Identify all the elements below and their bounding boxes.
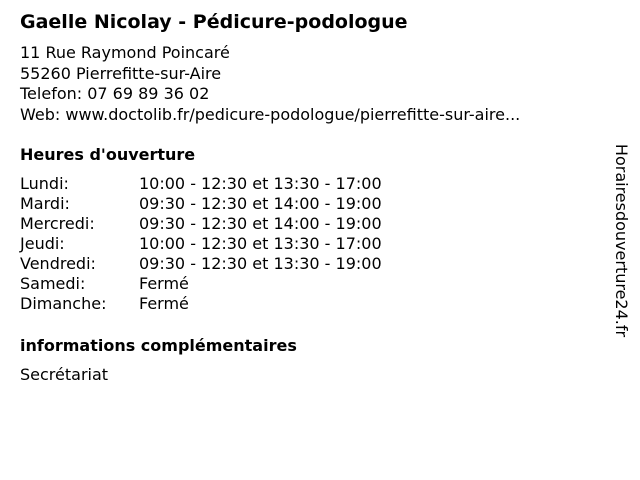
day-hours: 09:30 - 12:30 et 14:00 - 19:00 — [139, 194, 382, 213]
day-hours: 10:00 - 12:30 et 13:30 - 17:00 — [139, 174, 382, 193]
hours-row-vendredi — [20, 254, 600, 274]
day-hours: Fermé — [139, 294, 189, 313]
day-label: Jeudi: — [20, 234, 65, 253]
hours-row-mercredi — [20, 214, 600, 234]
day-hours: 09:30 - 12:30 et 13:30 - 19:00 — [139, 254, 382, 273]
hours-row-samedi — [20, 274, 600, 294]
additional-info-heading: informations complémentaires — [20, 336, 297, 355]
day-hours: 09:30 - 12:30 et 14:00 - 19:00 — [139, 214, 382, 233]
day-label: Vendredi: — [20, 254, 96, 273]
phone-number[interactable]: Telefon: 07 69 89 36 02 — [20, 84, 210, 103]
opening-hours-heading: Heures d'ouverture — [20, 145, 196, 164]
website-link[interactable]: Web: www.doctolib.fr/pedicure-podologue/pierrefitte-sur-aire... — [20, 104, 521, 124]
day-label: Mercredi: — [20, 214, 95, 233]
contact-details — [20, 43, 600, 125]
city-postal: 55260 Pierrefitte-sur-Aire — [20, 63, 222, 83]
street-address: 11 Rue Raymond Poincaré — [20, 43, 230, 62]
watermark-text: Horairesdouverture24.fr — [612, 143, 632, 338]
business-title: Gaelle Nicolay - Pédicure-podologue — [20, 11, 408, 33]
hours-row-mardi — [20, 194, 600, 214]
hours-row-dimanche — [20, 294, 600, 314]
hours-row-lundi — [20, 174, 600, 194]
day-label: Samedi: — [20, 274, 86, 293]
day-label: Lundi: — [20, 174, 69, 193]
day-label: Mardi: — [20, 194, 70, 213]
day-hours: 10:00 - 12:30 et 13:30 - 17:00 — [139, 234, 382, 253]
opening-hours-table — [20, 174, 600, 314]
day-hours: Fermé — [139, 274, 189, 293]
hours-row-jeudi — [20, 234, 600, 254]
additional-info-text: Secrétariat — [20, 365, 109, 384]
site-watermark — [612, 133, 632, 348]
business-card — [20, 8, 600, 385]
day-label: Dimanche: — [20, 294, 107, 313]
